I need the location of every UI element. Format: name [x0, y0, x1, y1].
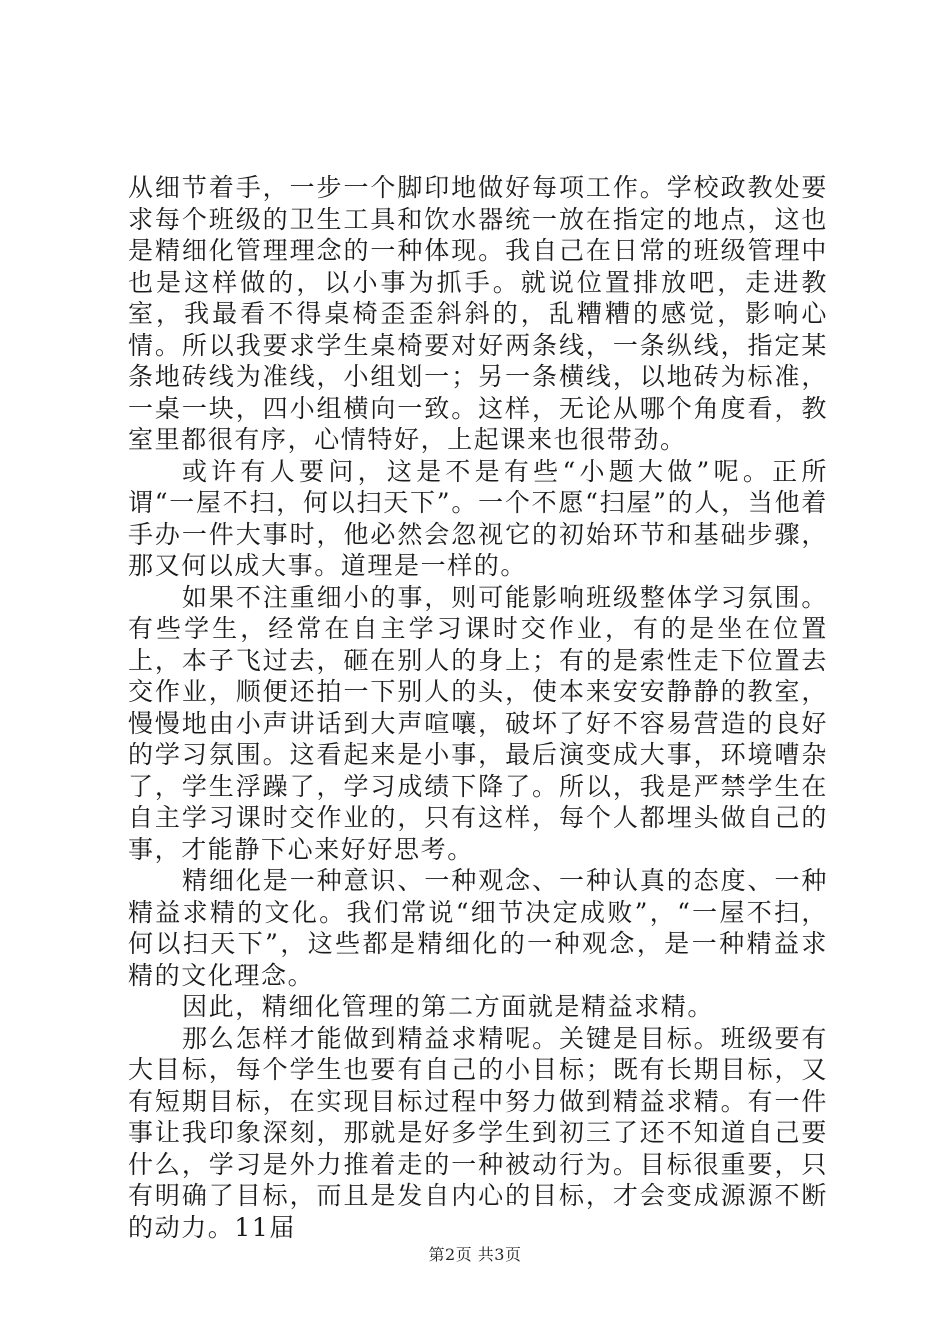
paragraph: 因此，精细化管理的第二方面就是精益求精。 [182, 992, 715, 1021]
paragraph: 精细化是一种意识、一种观念、一种认真的态度、一种精益求精的文化。我们常说“细节决定成败”，“一屋不扫，何以扫天下”，这些都是精细化的一种观念，是一种精益求精的文化理念。 [128, 866, 828, 990]
paragraph: 那么怎样才能做到精益求精呢。关键是目标。班级要有大目标，每个学生也要有自己的小目标；既有长期目标，又有短期目标，在实现目标过程中努力做到精益求精。有一件事让我印象深刻，那就是好多学生到初三了还不知道自己要什么，学习是外力推着走的一种被动行为。目标很重要，只有明确了目标，而且是发自内心的目标，才会变成源源不断的动力。11届 [128, 1023, 828, 1242]
paragraph: 或许有人要问，这是不是有些“小题大做”呢。正所谓“一屋不扫，何以扫天下”。一个不愿“扫屋”的人，当他着手办一件大事时，他必然会忽视它的初始环节和基础步骤，那又何以成大事。道理是一样的。 [128, 456, 828, 580]
body-text [128, 172, 828, 1243]
paragraph-continued: 从细节着手，一步一个脚印地做好每项工作。学校政教处要求每个班级的卫生工具和饮水器统一放在指定的地点，这也是精细化管理理念的一种体现。我自己在日常的班级管理中也是这样做的，以小事为抓手。就说位置排放吧，走进教室，我最看不得桌椅歪歪斜斜的，乱糟糟的感觉，影响心情。所以我要求学生桌椅要对好两条线，一条纵线，指定某条地砖线为准线，小组划一；另一条横线，以地砖为标准，一桌一块，四小组横向一致。这样，无论从哪个角度看，教室里都很有序，心情特好，上起课来也很带劲。 [128, 173, 828, 454]
page-number-footer: 第2页 共3页 [428, 1245, 522, 1264]
paragraph: 如果不注重细小的事，则可能影响班级整体学习氛围。有些学生，经常在自主学习课时交作业，有的是坐在位置上，本子飞过去，砸在别人的身上；有的是索性走下位置去交作业，顺便还拍一下别人的头，使本来安安静静的教室，慢慢地由小声讲话到大声喧嚷，破坏了好不容易营造的良好的学习氛围。这看起来是小事，最后演变成大事，环境嘈杂了，学生浮躁了，学习成绩下降了。所以，我是严禁学生在自主学习课时交作业的，只有这样，每个人都埋头做自己的事，才能静下心来好好思考。 [128, 582, 828, 864]
